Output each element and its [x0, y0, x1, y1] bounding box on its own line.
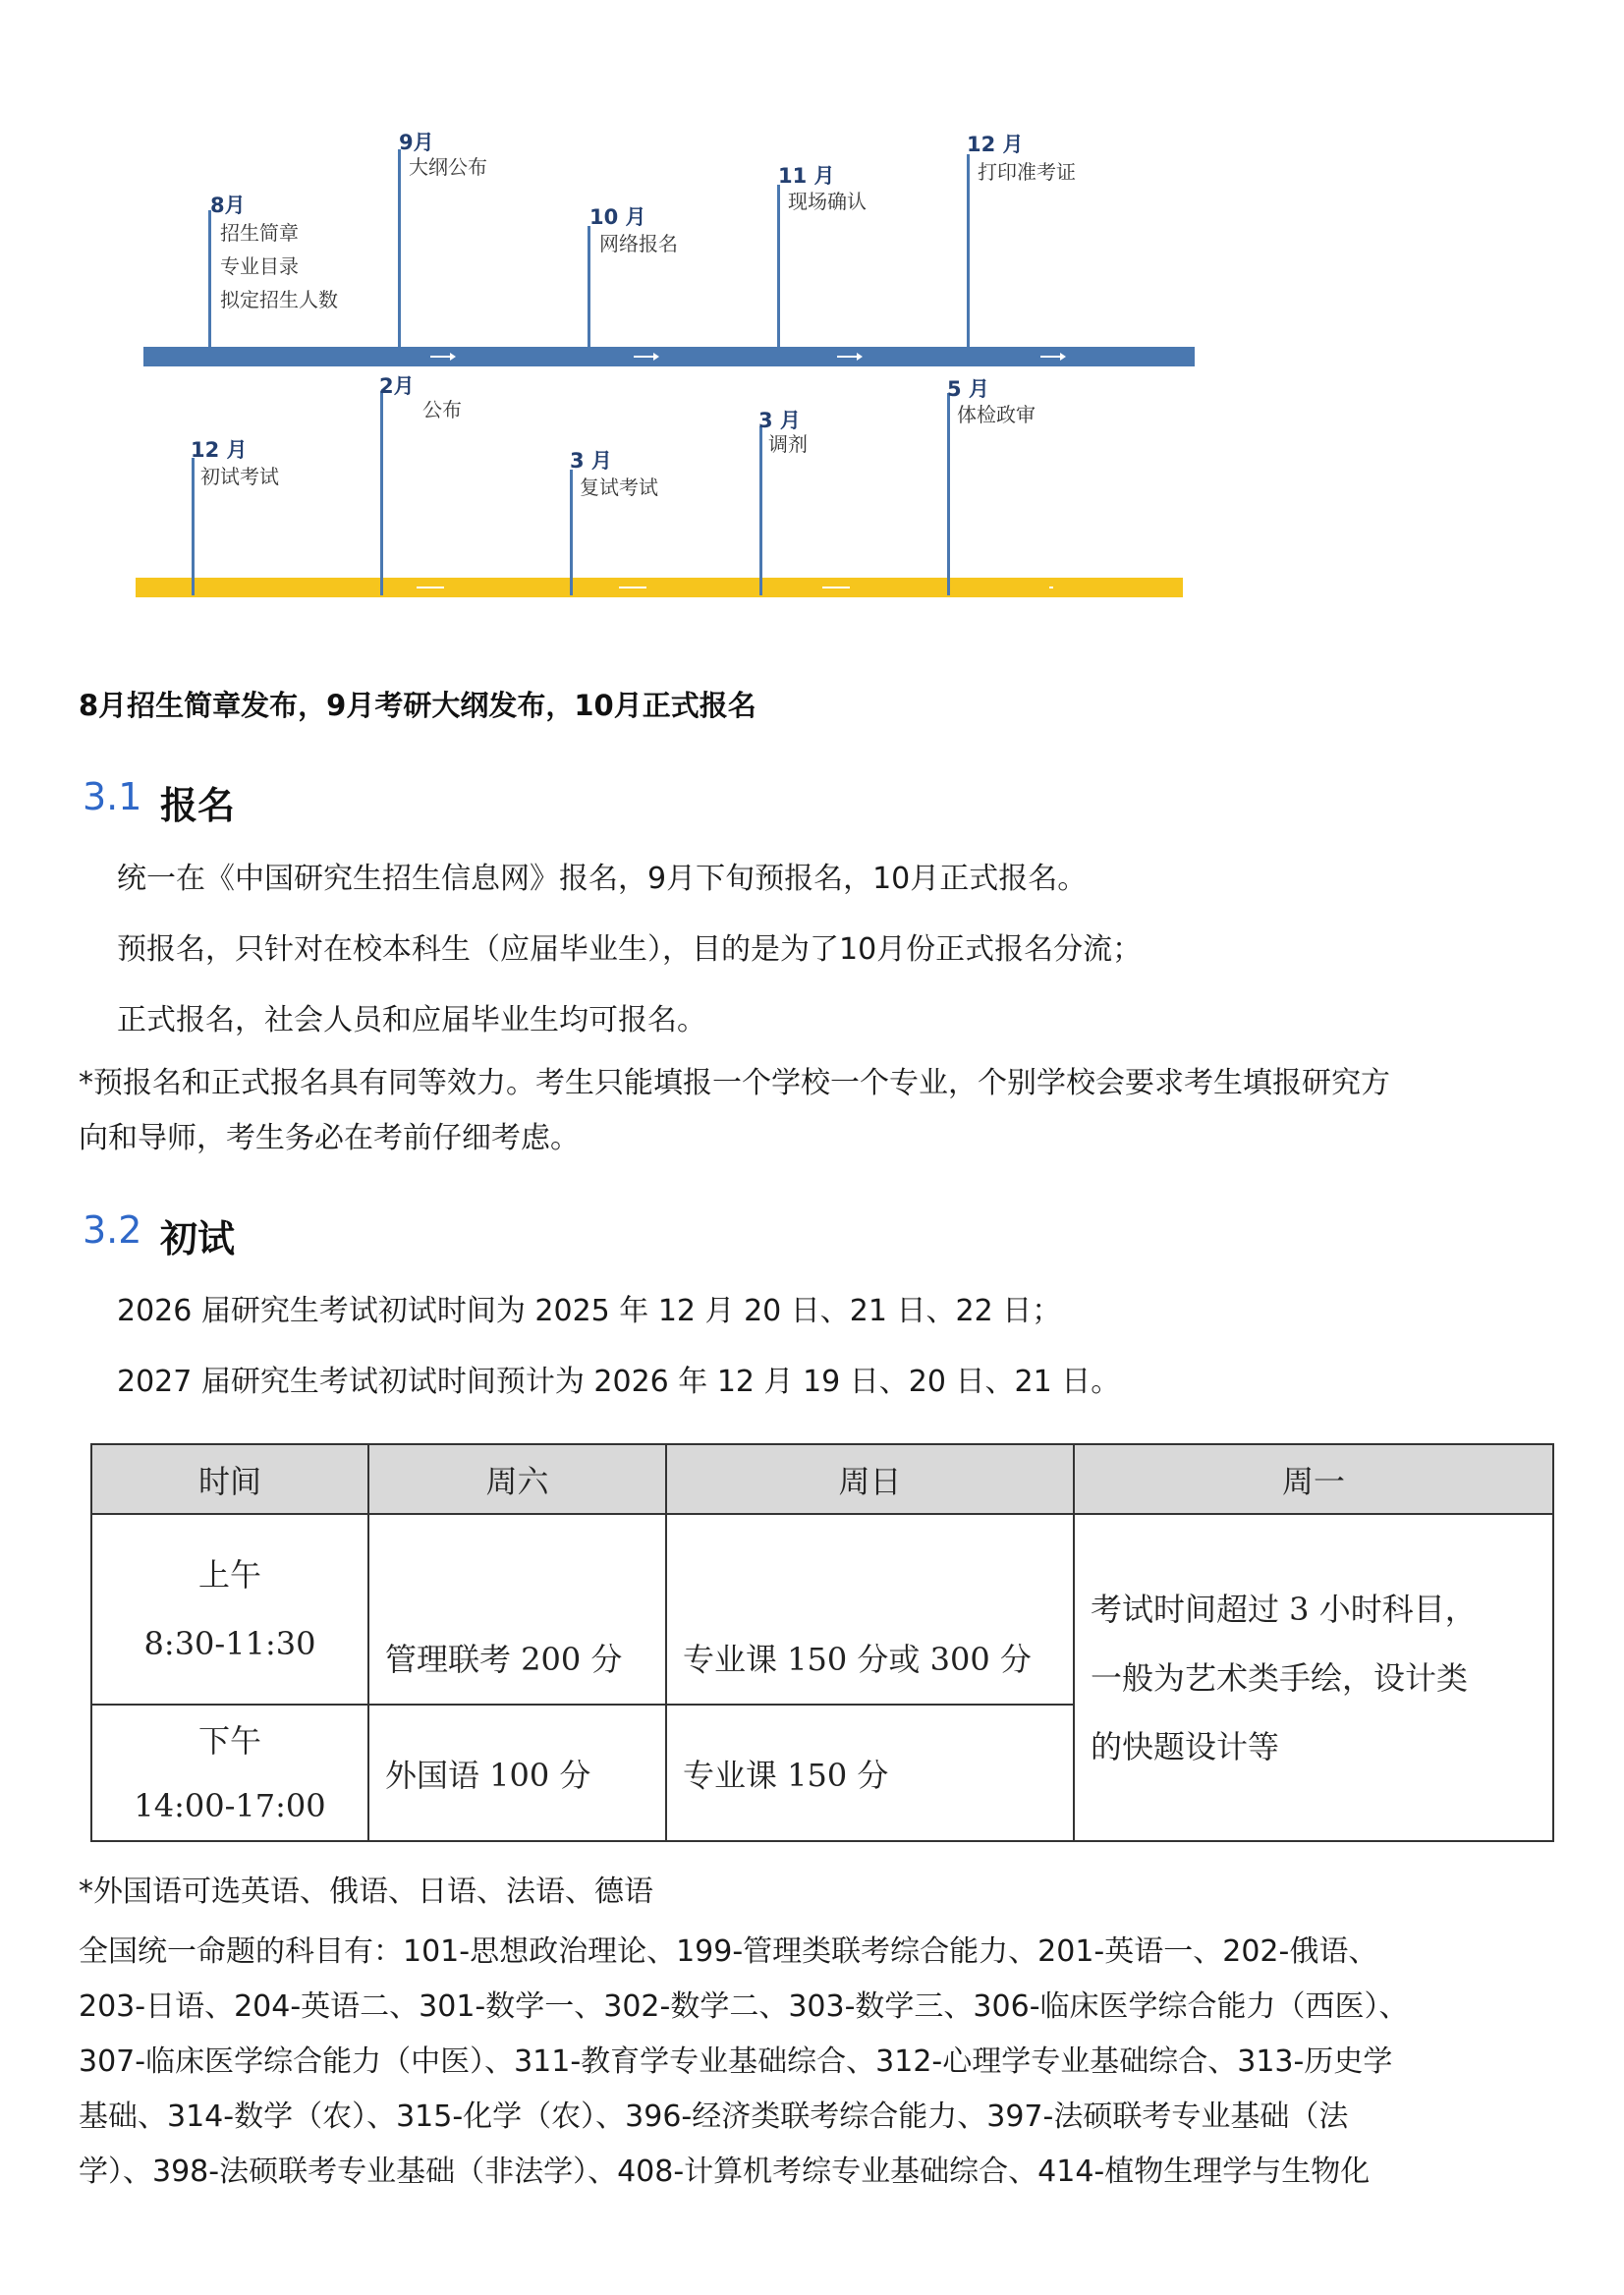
paragraph: 2027 届研究生考试初试时间预计为 2026 年 12 月 19 日、20 日、21 日。 [117, 1365, 1121, 1399]
timeline-event-text: 招生简章 [220, 221, 299, 245]
paragraph: 统一在《中国研究生招生信息网》报名，9月下旬预报名，10月正式报名。 [117, 862, 1088, 896]
timeline-event-text: 体检政审 [957, 403, 1036, 426]
timeline-marker [398, 149, 401, 349]
timeline-marker [777, 185, 780, 349]
arrow-icon [837, 356, 861, 358]
timeline-marker [570, 470, 573, 595]
registration-note [79, 1056, 1390, 1166]
monday-note-cell [1074, 1514, 1553, 1841]
saturday-cell: 外国语 100 分 [368, 1705, 666, 1841]
saturday-cell: 管理联考 200 分 [368, 1514, 666, 1705]
subjects-line: 基础、314-数学（农）、315-化学（农）、396-经济类联考综合能力、397-法硕联考专业基础（法 [79, 2099, 1349, 2134]
timeline-month: 8月 [210, 194, 246, 217]
timeline-event-text: 复试考试 [580, 476, 658, 499]
section-title: 报名 [160, 784, 236, 827]
section-title: 初试 [160, 1217, 236, 1260]
timeline-event-text: 大纲公布 [409, 155, 487, 179]
paragraph: 正式报名，社会人员和应届毕业生均可报名。 [117, 1003, 706, 1037]
timeline-marker [967, 154, 970, 349]
paragraph: 预报名，只针对在校本科生（应届毕业生），目的是为了10月份正式报名分流； [117, 932, 1143, 967]
timeline-event-text: 专业目录 [220, 254, 299, 278]
timeline-marker [380, 391, 383, 595]
timeline-month: 12 月 [191, 438, 248, 462]
period-label: 下午 [197, 1721, 261, 1760]
timeline-month: 11 月 [778, 164, 835, 188]
subjects-line: 全国统一命题的科目有：101-思想政治理论、199-管理类联考综合能力、201-英语一、202-俄语、 [79, 1934, 1378, 1969]
table-row [91, 1514, 1553, 1705]
paragraph: 2026 届研究生考试初试时间为 2025 年 12 月 20 日、21 日、22 日； [117, 1294, 1062, 1328]
note-line: 考试时间超过 3 小时科目， [1091, 1590, 1477, 1628]
section-number: 3.1 [83, 775, 142, 818]
timeline-event-text: 调剂 [768, 432, 808, 456]
sunday-cell: 专业课 150 分或 300 分 [666, 1514, 1074, 1705]
subjects-line: 学）、398-法硕联考专业基础（非法学）、408-计算机考综专业基础综合、414-植物生理学与生物化 [79, 2155, 1371, 2189]
section-number: 3.2 [83, 1208, 142, 1252]
timeline-month: 3 月 [758, 409, 801, 432]
arrow-icon [634, 356, 657, 358]
timeline-event-text: 网络报名 [599, 232, 678, 255]
timeline-marker [588, 226, 590, 349]
timeline-event-text: 打印准考证 [978, 160, 1076, 184]
arrow-icon [430, 356, 454, 358]
timeline-month: 5 月 [947, 377, 989, 401]
subjects-line: 203-日语、204-英语二、301-数学一、302-数学二、303-数学三、306-临床医学综合能力（西医）、 [79, 1989, 1409, 2024]
timeline-dash [1049, 587, 1053, 588]
timeline-month: 3 月 [570, 449, 612, 473]
period-label: 上午 [197, 1556, 261, 1594]
time-cell [91, 1705, 368, 1841]
subjects-line: 307-临床医学综合能力（中医）、311-教育学专业基础综合、312-心理学专业基础综合、313-历史学 [79, 2044, 1393, 2079]
sunday-cell: 专业课 150 分 [666, 1705, 1074, 1841]
header-time: 时间 [91, 1444, 368, 1514]
timeline-month: 9月 [399, 131, 434, 154]
note-line: 向和导师，考生务必在考前仔细考虑。 [79, 1121, 580, 1155]
timeline-event-text: 现场确认 [788, 190, 867, 213]
timeline-event-text: 拟定招生人数 [220, 288, 338, 311]
timeline-marker [192, 458, 195, 595]
timeline-event-text: 公布 [422, 398, 462, 421]
note-line: 一般为艺术类手绘，设计类 [1091, 1658, 1469, 1697]
timeline-month: 2月 [379, 374, 415, 398]
header-sunday: 周日 [666, 1444, 1074, 1514]
time-cell [91, 1514, 368, 1705]
exam-schedule-table [90, 1443, 1554, 1842]
table-header-row [91, 1444, 1553, 1514]
timeline-month: 10 月 [589, 205, 646, 229]
timeline-marker [759, 426, 762, 595]
timeline-marker [208, 210, 211, 349]
header-saturday: 周六 [368, 1444, 666, 1514]
timeline-marker [947, 393, 950, 595]
time-range: 8:30-11:30 [143, 1625, 316, 1662]
foreign-language-footnote: *外国语可选英语、俄语、日语、法语、德语 [79, 1875, 653, 1909]
timeline-dash [822, 587, 850, 588]
timeline-month: 12 月 [967, 133, 1024, 156]
note-line: 的快题设计等 [1091, 1727, 1280, 1765]
national-subjects [79, 1925, 1409, 2200]
timeline-dash [619, 587, 646, 588]
timeline-event-text: 初试考试 [200, 465, 279, 488]
header-monday: 周一 [1074, 1444, 1553, 1514]
timeline-bar-top [143, 347, 1195, 366]
summary-text: 8月招生简章发布，9月考研大纲发布，10月正式报名 [79, 689, 756, 722]
time-range: 14:00-17:00 [134, 1786, 326, 1824]
note-line: *预报名和正式报名具有同等效力。考生只能填报一个学校一个专业，个别学校会要求考生填报研究方 [79, 1066, 1390, 1100]
timeline-dash [417, 587, 444, 588]
arrow-icon [1040, 356, 1064, 358]
timeline-bar-bottom [136, 578, 1183, 597]
